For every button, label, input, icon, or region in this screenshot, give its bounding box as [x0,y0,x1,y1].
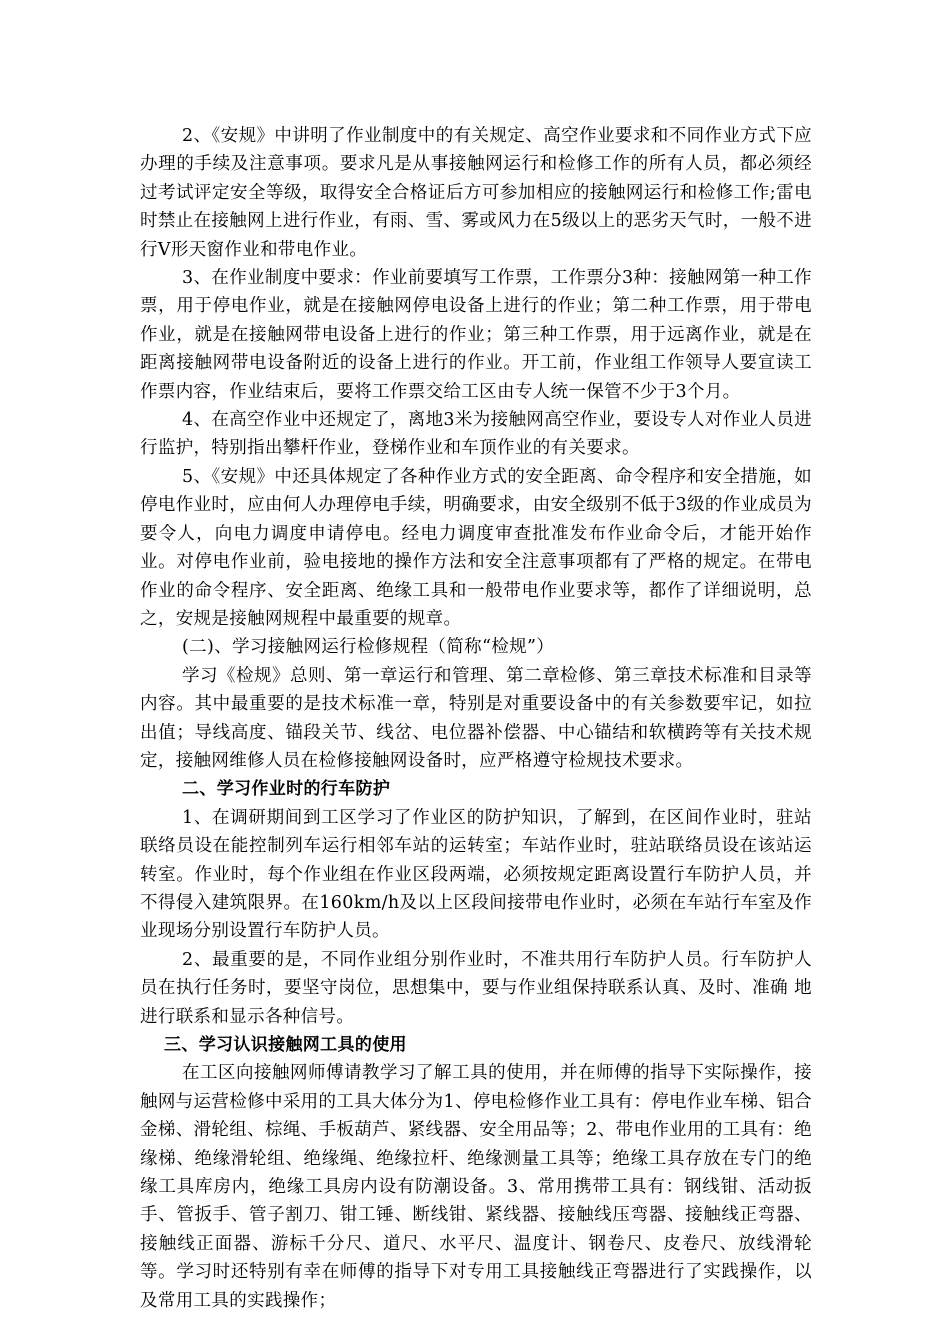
paragraph-tools: 在工区向接触网师傅请教学习了解工具的使用，并在师傅的指导下实际操作，接触网与运营检修中采用的工具大体分为1、停电检修作业工具有：停电作业车梯、铝合金梯、滑轮组、棕绳、手板葫芦、紧线器、安全用品等；2、带电作业用的工具有：绝缘梯、绝缘滑轮组、绝缘绳、绝缘拉杆、绝缘测量工具等；绝缘工具存放在专门的绝缘工具库房内，绝缘工具房内设有防潮设备。3、常用携带工具有：钢线钳、活动扳手、管扳手、管子割刀、钳工锤、断线钳、紧线器、接触线压弯器、接触线正弯器、接触线正面器、游标千分尺、道尺、水平尺、温度计、钢卷尺、皮卷尺、放线滑轮等。学习时还特别有幸在师傅的指导下对专用工具接触线正弯器进行了实践操作，以及常用工具的实践操作； [140,1063,812,1311]
paragraph-work-tickets-3: 3、在作业制度中要求：作业前要填写工作票，工作票分3种：接触网第一种工作票，用于停电作业，就是在接触网停电设备上进行的作业；第二种工作票，用于带电作业，就是在接触网带电设备上进行的作业；第三种工作票，用于远离作业，就是在距离接触网带电设备附近的设备上进行的作业。开工前，作业组工作领导人要宣读工作票内容，作业结束后，要将工作票交给工区由专人统一保管不少于3个月。 [140,268,812,402]
document-body [140,122,812,1315]
paragraph-safety-rules-2: 2、《安规》中讲明了作业制度中的有关规定、高空作业要求和不同作业方式下应办理的手续及注意事项。要求凡是从事接触网运行和检修工作的所有人员，都必须经过考试评定安全等级，取得安全合格证后方可参加相应的接触网运行和检修工作;雷电时禁止在接触网上进行作业，有雨、雪、雾或风力在5级以上的恶劣天气时，一般不进行V形天窗作业和带电作业。 [140,126,812,260]
section-heading-tools: 三、学习认识接触网工具的使用 [164,1035,407,1055]
section-heading-traffic-protection: 二、学习作业时的行车防护 [182,779,391,800]
paragraph-inspection-rules: 学习《检规》总则、第一章运行和管理、第二章检修、第三章技术标准和目录等内容。其中最重要的是技术标准一章，特别是对重要设备中的有关参数要牢记，如拉出值；导线高度、锚段关节、线岔、电位器补偿器、中心锚结和软横跨等有关技术规定，接触网维修人员在检修接触网设备时，应严格遵守检规技术要求。 [140,665,812,771]
paragraph-safety-distance-5: 5、《安规》中还具体规定了各种作业方式的安全距离、命令程序和安全措施，如停电作业时，应由何人办理停电手续，明确要求，由安全级别不低于3级的作业成员为要令人，向电力调度申请停电。经电力调度审查批准发布作业命令后，才能开始作业。对停电作业前，验电接地的操作方法和安全注意事项都有了严格的规定。在带电作业的命令程序、安全距离、绝缘工具和一般带电作业要求等，都作了详细说明，总之，安规是接触网规程中最重要的规章。 [140,466,812,629]
subheading-inspection-rules: (二)、学习接触网运行检修规程（简称“检规”） [182,637,555,658]
paragraph-protection-1: 1、在调研期间到工区学习了作业区的防护知识，了解到，在区间作业时，驻站联络员设在能控制列车运行相邻车站的运转室；车站作业时，驻站联络员设在该站运转室。作业时，每个作业组在作业区段两端，必须按规定距离设置行车防护人员，并不得侵入建筑限界。在160km/h及以上区段间接带电作业时，必须在车站行车室及作业现场分别设置行车防护人员。 [140,807,812,942]
paragraph-high-altitude-4: 4、在高空作业中还规定了，离地3米为接触网高空作业，要设专人对作业人员进行监护，特别指出攀杆作业，登梯作业和车顶作业的有关要求。 [140,410,812,459]
paragraph-protection-2: 2、最重要的是，不同作业组分别作业时，不准共用行车防护人员。行车防护人员在执行任务时，要坚守岗位，思想集中，要与作业组保持联系认真、及时、准确 地进行联系和显示各种信号。 [140,949,812,1027]
